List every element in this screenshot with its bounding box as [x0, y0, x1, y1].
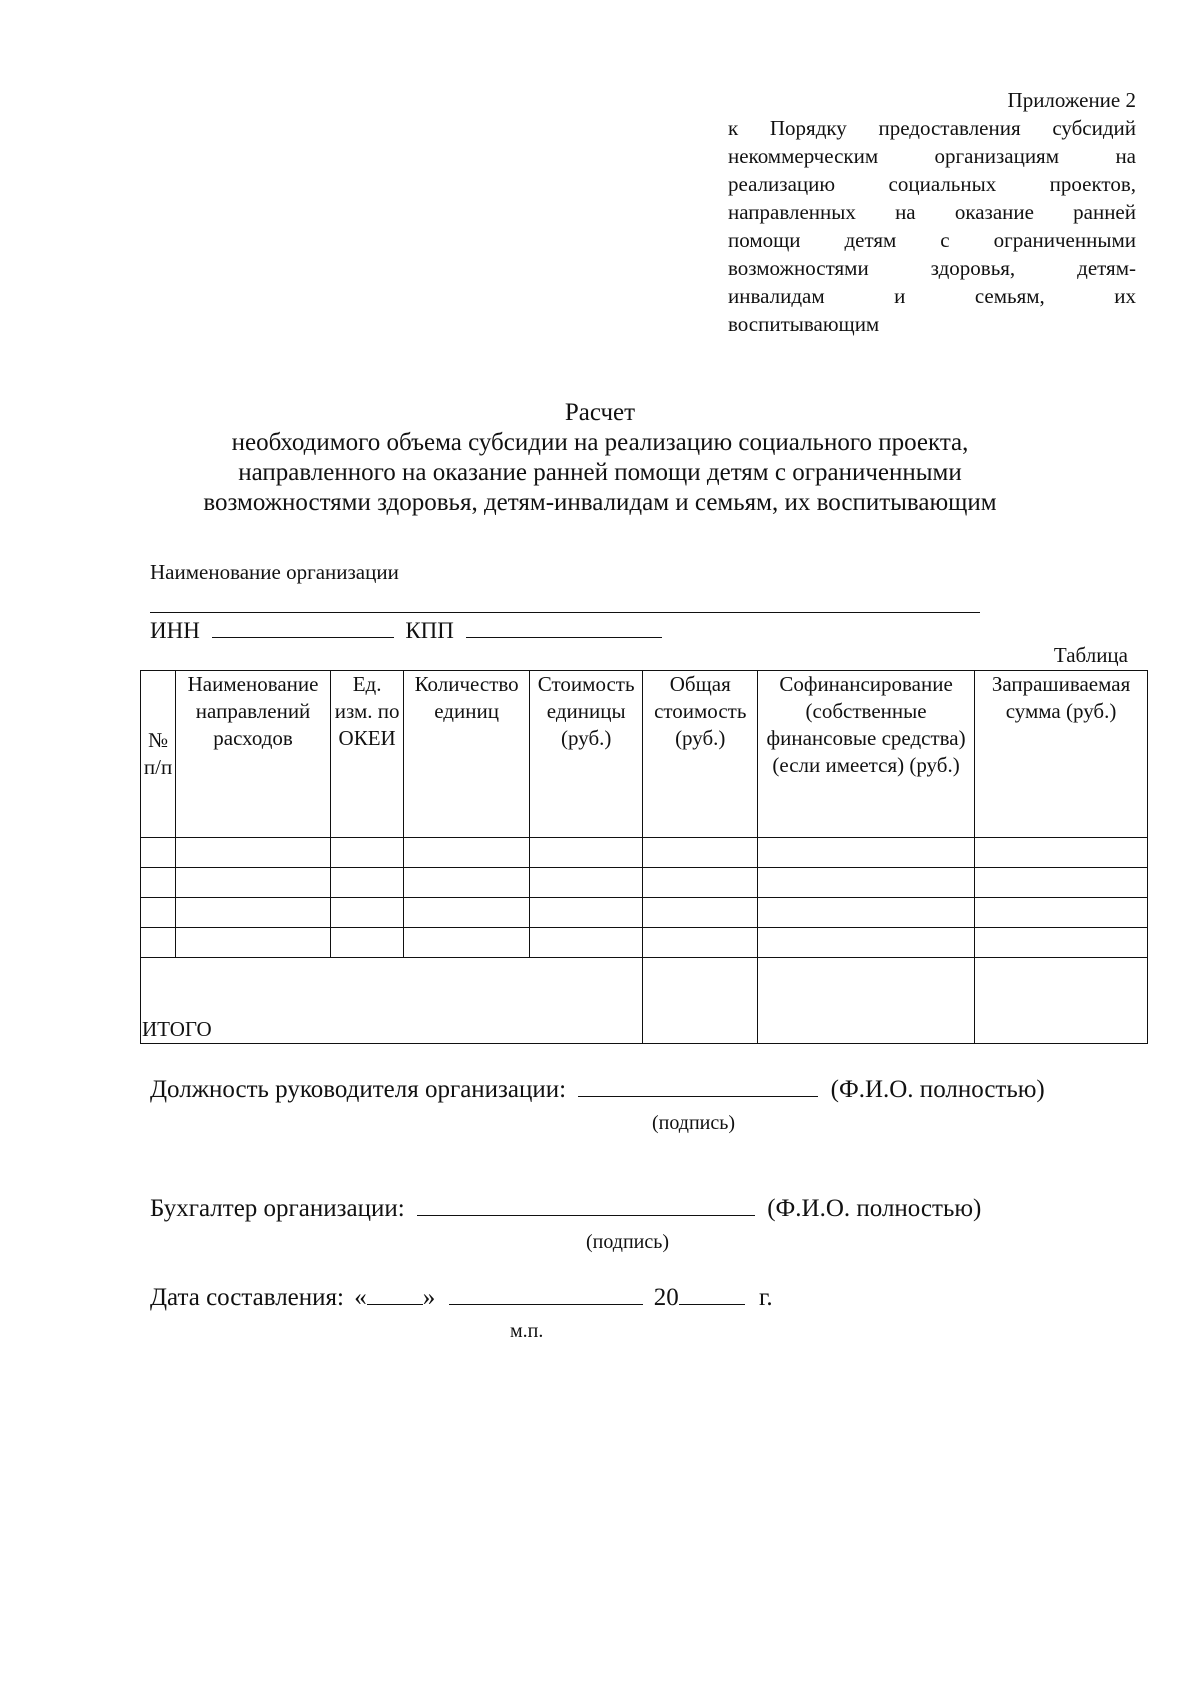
column-header-total-cost: Общая стоимость (руб.)	[643, 671, 758, 838]
table-total-row	[141, 958, 1148, 1044]
title-line: направленного на оказание ранней помощи детям с ограниченными	[238, 459, 962, 486]
title-heading: Расчет	[564, 399, 636, 426]
kpp-label: КПП	[405, 618, 454, 643]
table-cell[interactable]	[975, 868, 1148, 898]
table-cell[interactable]	[141, 868, 176, 898]
table-cell[interactable]	[529, 838, 643, 868]
table-row	[141, 838, 1148, 868]
total-cofinancing-cell[interactable]	[758, 958, 975, 1044]
column-header-cofinancing: Софинансирование (собственные финансовые средства) (если имеется) (руб.)	[758, 671, 975, 838]
table-cell[interactable]	[975, 928, 1148, 958]
date-row	[150, 1284, 773, 1312]
total-label: ИТОГО	[141, 958, 643, 1044]
table-header-row	[141, 671, 1148, 838]
table-row	[141, 898, 1148, 928]
table-cell[interactable]	[404, 838, 530, 868]
table-cell[interactable]	[404, 868, 530, 898]
date-open-quote: «	[354, 1284, 367, 1311]
table-cell[interactable]	[643, 868, 758, 898]
date-year-suffix: г.	[758, 1284, 773, 1311]
table-cell[interactable]	[404, 898, 530, 928]
table-cell[interactable]	[758, 898, 975, 928]
date-month-field[interactable]	[449, 1286, 643, 1305]
appendix-line: к Порядку предоставления субсидий	[728, 116, 1136, 140]
appendix-line: направленных на оказание ранней	[728, 200, 1136, 224]
table-cell[interactable]	[758, 868, 975, 898]
title-line: необходимого объема субсидии на реализацию социального проекта,	[231, 429, 969, 456]
org-name-label: Наименование организации	[150, 560, 399, 584]
org-name-field[interactable]	[150, 612, 980, 613]
stamp-hint: м.п.	[510, 1320, 544, 1342]
table-cell[interactable]	[330, 868, 403, 898]
table-cell[interactable]	[758, 838, 975, 868]
table-cell[interactable]	[176, 868, 331, 898]
date-day-field[interactable]	[367, 1286, 423, 1305]
accountant-signature-field[interactable]	[417, 1197, 755, 1216]
inn-label: ИНН	[150, 618, 200, 643]
head-fio-label: (Ф.И.О. полностью)	[830, 1076, 1045, 1103]
date-year-prefix: 20	[653, 1284, 679, 1311]
accountant-signature-row	[150, 1195, 981, 1223]
table-cell[interactable]	[529, 898, 643, 928]
date-label: Дата составления:	[150, 1284, 344, 1311]
table-cell[interactable]	[529, 868, 643, 898]
appendix-number: Приложение 2	[1007, 88, 1136, 112]
accountant-fio-label: (Ф.И.О. полностью)	[767, 1195, 982, 1222]
accountant-label: Бухгалтер организации:	[150, 1195, 405, 1222]
column-header-unit-cost: Стоимость единицы (руб.)	[529, 671, 643, 838]
table-cell[interactable]	[141, 838, 176, 868]
appendix-line: инвалидам и семьям, их	[728, 284, 1136, 308]
signature-hint: (подпись)	[586, 1231, 670, 1253]
table-caption: Таблица	[1053, 643, 1128, 667]
appendix-line: реализацию социальных проектов,	[728, 172, 1136, 196]
table-cell[interactable]	[330, 928, 403, 958]
inn-kpp-row	[150, 618, 662, 644]
head-position-label: Должность руководителя организации:	[150, 1076, 567, 1103]
table-cell[interactable]	[975, 838, 1148, 868]
document-title	[150, 398, 1050, 518]
table-cell[interactable]	[975, 898, 1148, 928]
head-signature-field[interactable]	[578, 1078, 818, 1097]
table-row	[141, 868, 1148, 898]
appendix-line-last: воспитывающим	[728, 312, 880, 336]
table-cell[interactable]	[643, 928, 758, 958]
column-header-unit: Ед. изм. по ОКЕИ	[330, 671, 403, 838]
table-cell[interactable]	[643, 838, 758, 868]
table-cell[interactable]	[643, 898, 758, 928]
table-cell[interactable]	[404, 928, 530, 958]
table-row	[141, 928, 1148, 958]
table-cell[interactable]	[529, 928, 643, 958]
kpp-field[interactable]	[466, 619, 662, 638]
table-cell[interactable]	[330, 898, 403, 928]
table-cell[interactable]	[176, 928, 331, 958]
appendix-line: некоммерческим организациям на	[728, 144, 1136, 168]
appendix-line: помощи детям с ограниченными	[728, 228, 1136, 252]
date-year-field[interactable]	[679, 1286, 745, 1305]
table-cell[interactable]	[176, 898, 331, 928]
column-header-number: № п/п	[141, 671, 176, 838]
date-close-quote: »	[422, 1284, 436, 1311]
calculation-table	[140, 670, 1148, 1044]
column-header-quantity: Количество единиц	[404, 671, 530, 838]
column-header-expense-name: Наименование направлений расходов	[176, 671, 331, 838]
appendix-header	[728, 86, 1136, 338]
total-requested-cell[interactable]	[975, 958, 1148, 1044]
head-signature-row	[150, 1076, 1045, 1104]
column-header-requested-sum: Запрашиваемая сумма (руб.)	[975, 671, 1148, 838]
table-cell[interactable]	[141, 928, 176, 958]
total-cost-cell[interactable]	[643, 958, 758, 1044]
table-cell[interactable]	[330, 838, 403, 868]
appendix-line: возможностями здоровья, детям-	[728, 256, 1136, 280]
signature-hint: (подпись)	[652, 1112, 736, 1134]
table-cell[interactable]	[141, 898, 176, 928]
table-cell[interactable]	[758, 928, 975, 958]
table-cell[interactable]	[176, 838, 331, 868]
title-line: возможностями здоровья, детям-инвалидам и семьям, их воспитывающим	[203, 489, 997, 516]
inn-field[interactable]	[212, 619, 394, 638]
